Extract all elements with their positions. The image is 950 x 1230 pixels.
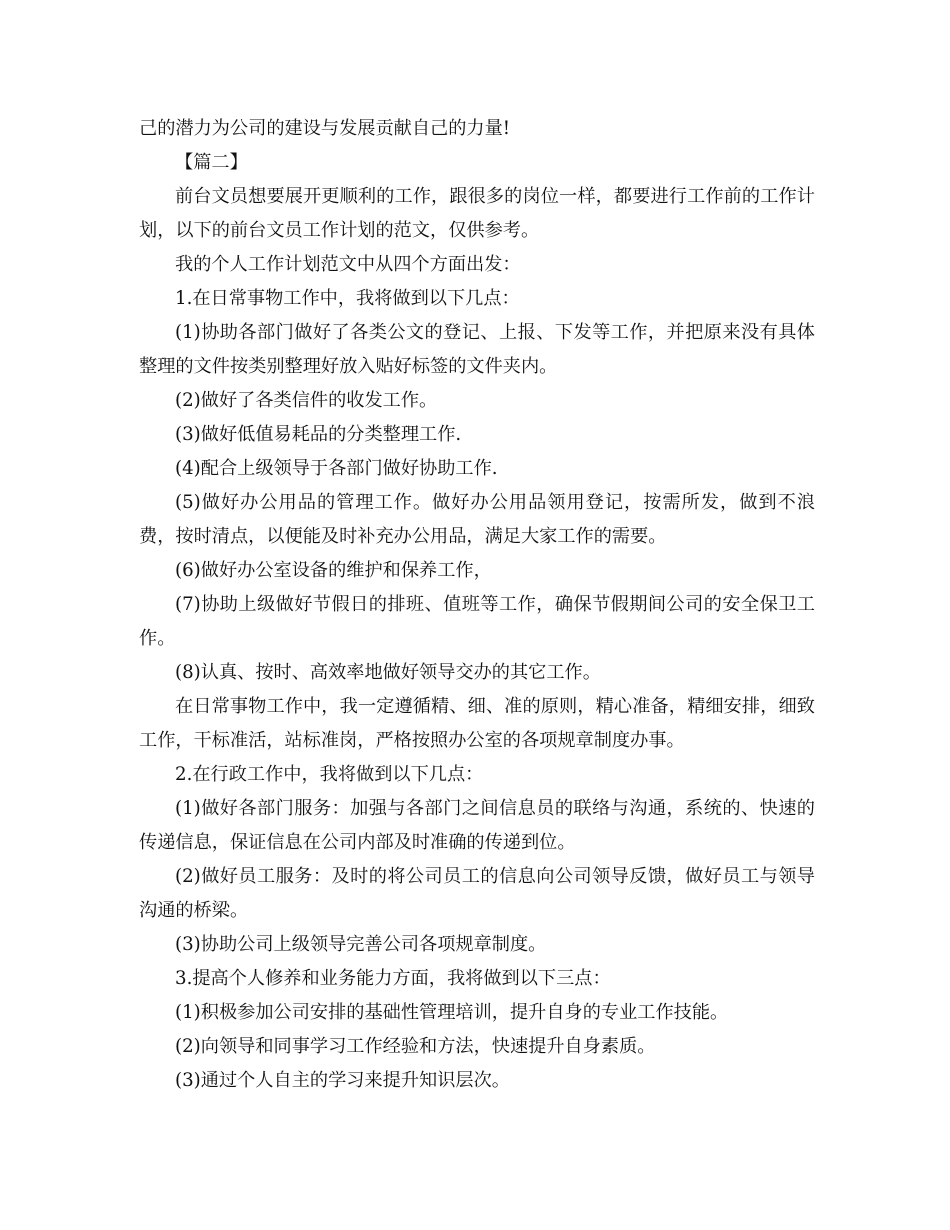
list-item: (3)做好低值易耗品的分类整理工作. [175,424,462,445]
section-heading: 【篇二】 [175,152,248,173]
list-item: (2)做好员工服务：及时的将公司员工的信息向公司领导反馈，做好员工与领导沟通的桥梁。 [139,866,815,921]
paragraph: 在日常事物工作中，我一定遵循精、细、准的原则，精心准备，精细安排，细致工作，干标准活，站标准岗，严格按照办公室的各项规章制度办事。 [139,696,815,751]
list-item: (8)认真、按时、高效率地做好领导交办的其它工作。 [175,662,601,683]
list-item: (7)协助上级做好节假日的排班、值班等工作，确保节假期间公司的安全保卫工作。 [139,594,815,649]
list-item: (2)向领导和同事学习工作经验和方法，快速提升自身素质。 [175,1036,656,1057]
list-item: (3)通过个人自主的学习来提升知识层次。 [175,1070,510,1091]
paragraph: 我的个人工作计划范文中从四个方面出发： [175,254,521,275]
list-item: (1)积极参加公司安排的基础性管理培训，提升自身的专业工作技能。 [175,1002,729,1023]
paragraph-continuation: 己的潜力为公司的建设与发展贡献自己的力量! [139,118,511,139]
list-heading-2: 2.在行政工作中，我将做到以下几点： [175,764,484,785]
list-item: (1)做好各部门服务：加强与各部门之间信息员的联络与沟通，系统的、快速的传递信息，保证信息在公司内部及时准确的传递到位。 [139,798,815,853]
list-heading-1: 1.在日常事物工作中，我将做到以下几点： [175,288,520,309]
paragraph-intro: 前台文员想要展开更顺利的工作，跟很多的岗位一样，都要进行工作前的工作计划，以下的前台文员工作计划的范文，仅供参考。 [139,186,815,241]
list-item: (6)做好办公室设备的维护和保养工作， [175,560,492,581]
list-heading-3: 3.提高个人修养和业务能力方面，我将做到以下三点： [175,968,611,989]
list-item: (4)配合上级领导于各部门做好协助工作. [175,458,498,479]
list-item: (1)协助各部门做好了各类公文的登记、上报、下发等工作，并把原来没有具体整理的文件按类别整理好放入贴好标签的文件夹内。 [139,322,815,377]
list-item: (5)做好办公用品的管理工作。做好办公用品领用登记，按需所发，做到不浪费，按时清点，以便能及时补充办公用品，满足大家工作的需要。 [139,492,815,547]
list-item: (3)协助公司上级领导完善公司各项规章制度。 [175,934,547,955]
list-item: (2)做好了各类信件的收发工作。 [175,390,438,411]
document-body [139,112,815,1098]
